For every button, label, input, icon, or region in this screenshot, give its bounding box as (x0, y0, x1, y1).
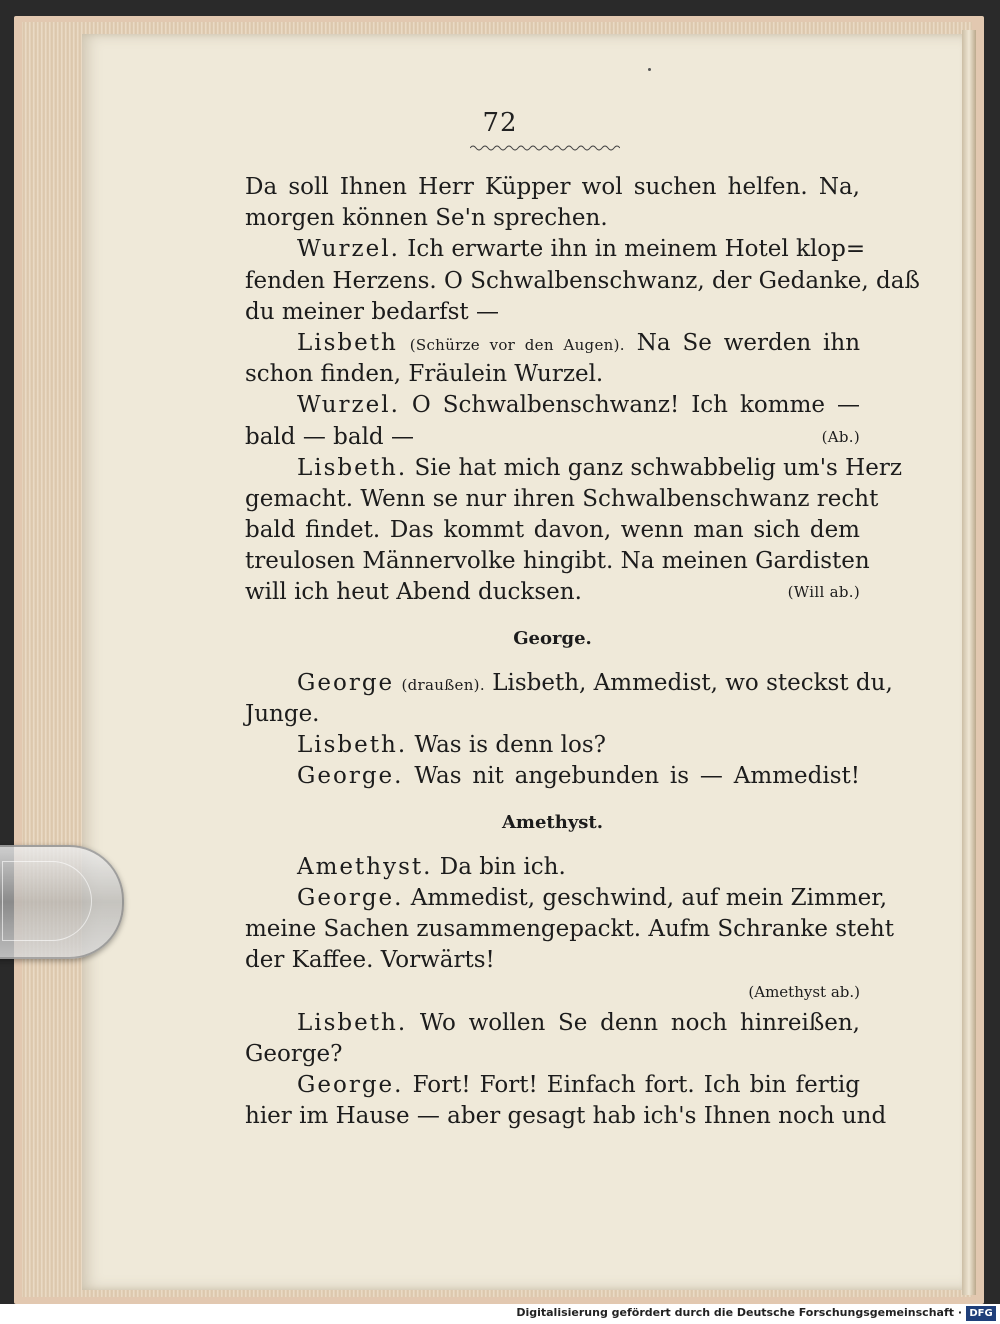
text-line: fenden Herzens. O Schwalbenschwanz, der Gedanke, daß (245, 267, 920, 294)
body-text (245, 172, 920, 1132)
text-line (245, 328, 860, 359)
text-line (245, 730, 860, 761)
dialogue-text: bald — bald — (245, 423, 414, 450)
dialogue-text: Fort! Fort! Einfach fort. Ich bin fertig (412, 1072, 861, 1099)
text-line (245, 234, 866, 265)
text-line (245, 668, 893, 699)
speaker-name: George (297, 669, 395, 696)
text-line: Junge. (245, 701, 320, 727)
text-line: treulosen Männervolke hingibt. Na meinen Gardisten (245, 548, 870, 575)
funding-credit: Digitalisierung gefördert durch die Deutsche Forschungsgemeinschaft · (516, 1306, 962, 1319)
spacer (245, 838, 860, 852)
text-line (245, 883, 888, 914)
spacer (245, 609, 860, 623)
speaker-name: George. (297, 884, 404, 911)
dialogue-text: will ich heut Abend ducksen. (245, 579, 582, 606)
stage-direction: (Ab.) (821, 427, 860, 446)
text-line (245, 1008, 860, 1039)
text-line: gemacht. Wenn se nur ihren Schwalbenschwanz recht (245, 485, 879, 512)
text-line (245, 852, 860, 883)
stage-direction: (Will ab.) (787, 583, 860, 602)
dialogue-text: Ich erwarte ihn in meinem Hotel klop= (407, 236, 866, 263)
text-line: meine Sachen zusammengepackt. Aufm Schranke steht (245, 916, 894, 943)
text-line: morgen können Se'n sprechen. (245, 205, 608, 232)
speaker-name: George. (297, 1072, 404, 1099)
text-line (245, 422, 860, 453)
wavy-rule-ornament (470, 144, 620, 152)
dialogue-text: Lisbeth, Ammedist, wo steckst du, (492, 669, 893, 696)
text-line (245, 577, 860, 608)
dialogue-text: Was nit angebunden is — Ammedist! (414, 763, 860, 790)
speaker-name: Amethyst. (297, 853, 433, 880)
ink-speck (648, 68, 651, 71)
text-line (245, 390, 860, 421)
text-line: George? (245, 1040, 343, 1067)
dialogue-text: O Schwalbenschwanz! Ich komme — (411, 392, 860, 419)
text-line: der Kaffee. Vorwärts! (245, 947, 495, 974)
footer-bar (0, 1304, 1000, 1324)
text-line: bald findet. Das kommt davon, wenn man sich dem (245, 517, 860, 544)
speaker-name: Wurzel. (297, 236, 400, 263)
text-line: Da soll Ihnen Herr Küpper wol suchen helfen. Na, (245, 174, 860, 200)
text-line (245, 1070, 860, 1101)
dialogue-text: Ammedist, geschwind, auf mein Zimmer, (410, 884, 888, 911)
speaker-name: George. (297, 763, 404, 790)
dialogue-text: Was is denn los? (414, 732, 606, 759)
dfg-logo: DFG (966, 1306, 996, 1321)
dialogue-text: Wo wollen Se denn noch hinreißen, (419, 1009, 860, 1036)
speaker-name: Lisbeth (297, 329, 398, 356)
speaker-name: Wurzel. (297, 392, 400, 419)
scene-heading: Amethyst. (501, 811, 604, 833)
page-clip-highlight (2, 861, 92, 941)
page-fore-edge (962, 30, 976, 1295)
spacer (245, 654, 860, 668)
text-line: hier im Hause — aber gesagt hab ich's Ihnen noch und (245, 1103, 887, 1130)
speaker-name: Lisbeth. (297, 732, 408, 759)
spacer (245, 793, 860, 807)
dialogue-text: Sie hat mich ganz schwabbelig um's Herz (414, 454, 902, 481)
text-line: du meiner bedarfst — (245, 298, 499, 325)
stage-direction: (draußen). (401, 675, 485, 694)
text-line (245, 761, 860, 792)
page-clip (0, 845, 124, 959)
text-line: schon finden, Fräulein Wurzel. (245, 361, 604, 388)
speaker-name: Lisbeth. (297, 1009, 408, 1036)
text-line (245, 453, 902, 484)
page-number: 72 (482, 108, 518, 138)
stage-direction: (Schürze vor den Augen). (409, 335, 625, 354)
stage-direction: (Amethyst ab.) (748, 982, 860, 1001)
dialogue-text: Da bin ich. (439, 853, 566, 880)
dialogue-text: Na Se werden ihn (636, 329, 861, 356)
scene-heading: George. (513, 627, 592, 649)
speaker-name: Lisbeth. (297, 454, 408, 481)
